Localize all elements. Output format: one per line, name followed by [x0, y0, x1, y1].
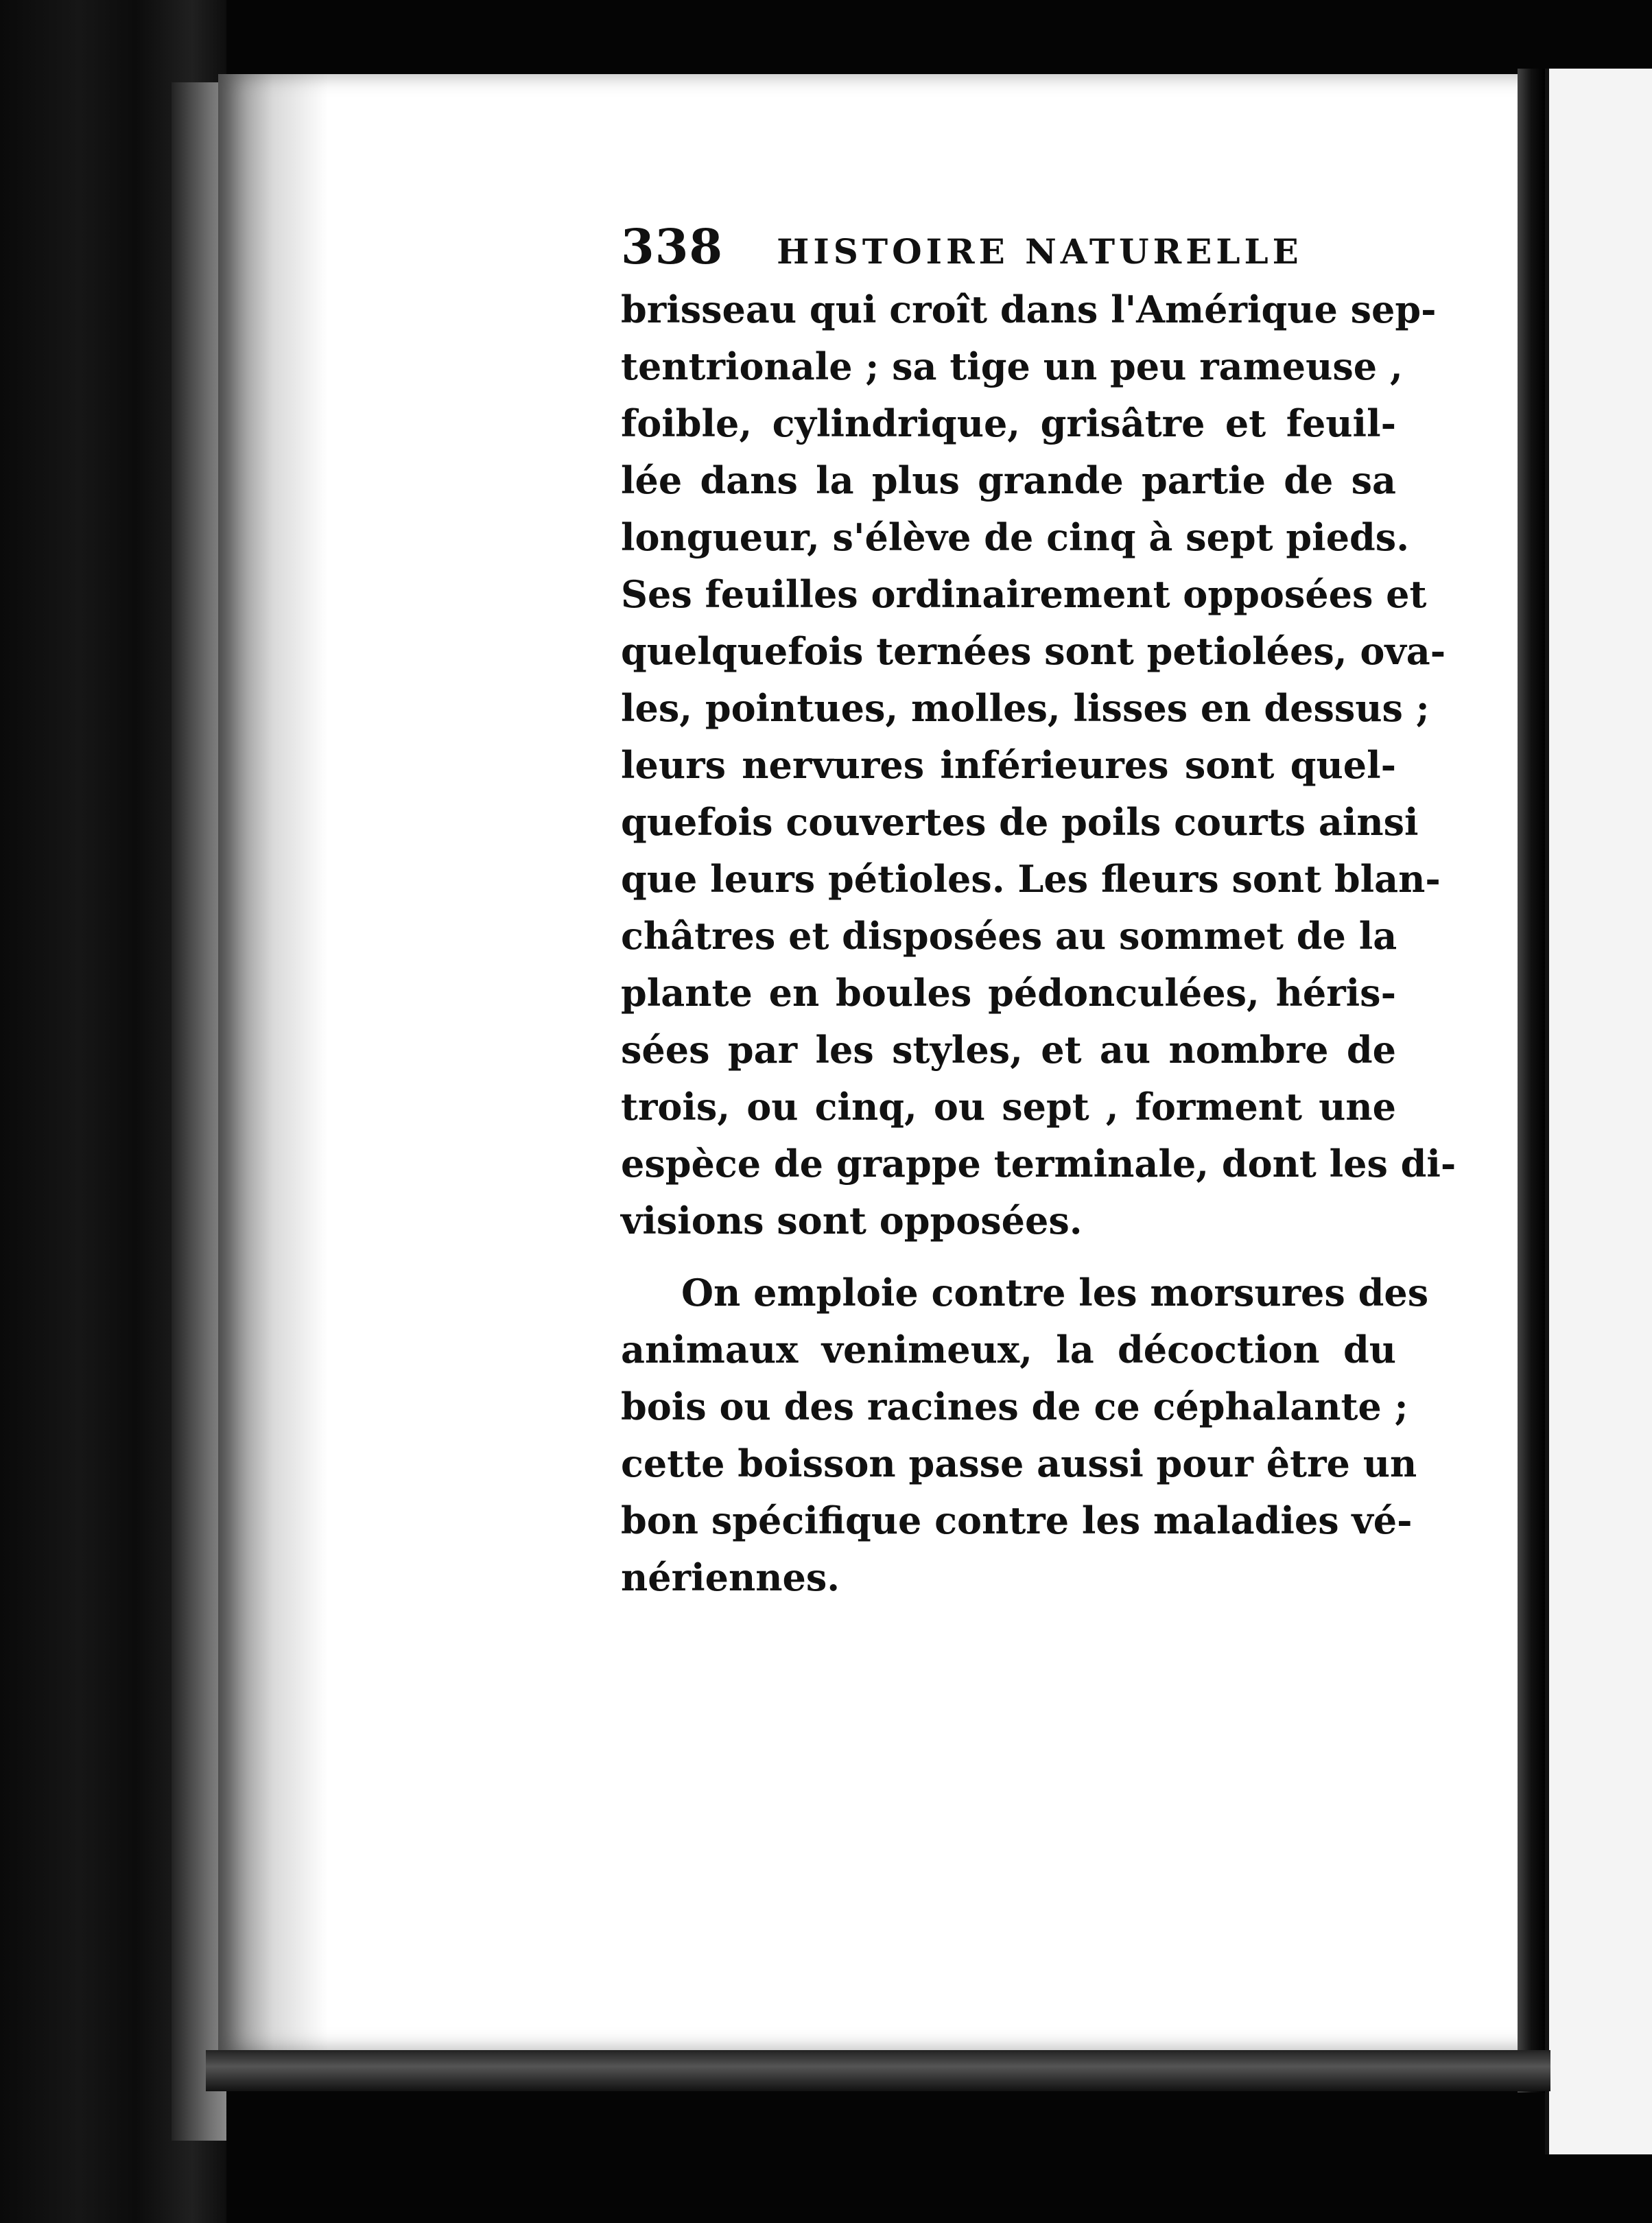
text-line: les, pointues, molles, lisses en dessus ; — [621, 686, 1430, 730]
text-line: trois, ou cinq, ou sept , forment une — [621, 1085, 1396, 1129]
text-line: tentrionale ; sa tige un peu rameuse , — [621, 344, 1403, 388]
running-title: HISTOIRE NATURELLE — [777, 231, 1303, 272]
text-line: longueur, s'élève de cinq à sept pieds. — [621, 515, 1410, 559]
text-line: bois ou des racines de ce céphalante ; — [621, 1385, 1408, 1428]
text-line: châtres et disposées au sommet de la — [621, 914, 1397, 958]
text-line: que leurs pétioles. Les fleurs sont blan- — [621, 857, 1441, 901]
paragraph-2 — [621, 1265, 1429, 1606]
page-number: 338 — [621, 218, 724, 275]
text-line: lée dans la plus grande partie de sa — [621, 458, 1396, 502]
text-line: foible, cylindrique, grisâtre et feuil- — [621, 401, 1396, 445]
text-line: cette boisson passe aussi pour être un — [621, 1442, 1417, 1485]
text-line: quefois couvertes de poils courts ainsi — [621, 800, 1419, 844]
text-line: sées par les styles, et au nombre de — [621, 1028, 1396, 1072]
text-line: plante en boules pédonculées, héris- — [621, 971, 1396, 1015]
paragraph-gap — [621, 1249, 1396, 1265]
text-line: animaux venimeux, la décoction du — [621, 1328, 1396, 1372]
gutter-shadow — [218, 74, 328, 2050]
paragraph-1 — [621, 281, 1456, 1249]
text-line: visions sont opposées. — [621, 1199, 1083, 1243]
text-line: espèce de grappe terminale, dont les di- — [621, 1142, 1456, 1186]
text-line: leurs nervures inférieures sont quel- — [621, 743, 1396, 787]
facing-page-edge — [1545, 69, 1652, 2154]
text-line: nériennes. — [621, 1555, 840, 1599]
text-line: bon spécifique contre les maladies vé- — [621, 1498, 1413, 1542]
text-line: quelquefois ternées sont petiolées, ova- — [621, 629, 1446, 673]
page-right-edge — [1518, 69, 1545, 2093]
text-line: Ses feuilles ordinairement opposées et — [621, 572, 1427, 616]
page-text — [621, 218, 1456, 1606]
text-line: brisseau qui croît dans l'Amérique sep- — [621, 287, 1437, 331]
text-line: On emploie contre les morsures des — [681, 1271, 1429, 1315]
page-bottom-edge — [206, 2050, 1550, 2091]
running-head — [621, 218, 1396, 281]
